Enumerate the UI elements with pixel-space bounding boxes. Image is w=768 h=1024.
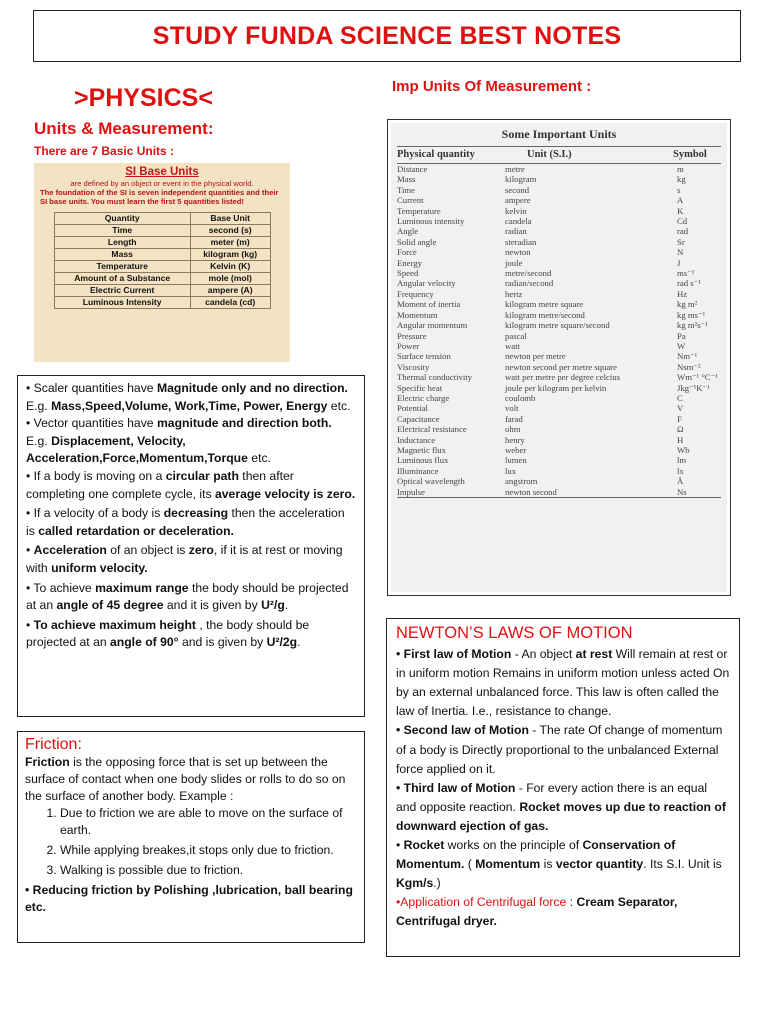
table-row (397, 372, 721, 382)
table-cell: Cd (677, 216, 688, 227)
table-cell: watt per metre per degree celcius (505, 372, 621, 383)
list-item: • Scaler quantities have Magnitude only and no direction. E.g. Mass,Speed,Volume, Work,Time, Power, Energy etc. (26, 381, 351, 413)
table-cell: Mass (397, 174, 416, 185)
table-row (397, 268, 721, 278)
table-cell: Hz (677, 288, 688, 299)
table-row (397, 403, 721, 413)
si-cell: candela (cd) (190, 297, 270, 309)
table-row (397, 393, 721, 403)
table-cell: Electric charge (397, 392, 450, 403)
table-row (397, 278, 721, 288)
table-cell: Speed (397, 268, 419, 279)
table-row (397, 258, 721, 268)
si-cell: second (s) (190, 225, 270, 237)
table-row (397, 174, 721, 184)
table-cell: Capacitance (397, 413, 440, 424)
table-row (397, 351, 721, 361)
table-cell: Pa (677, 330, 686, 341)
si-cell: Mass (54, 249, 190, 261)
table-row (397, 362, 721, 372)
table-cell: Optical wavelength (397, 476, 465, 487)
table-cell: weber (505, 444, 527, 455)
list-item: • Acceleration of an object is zero, if it is at rest or moving with uniform velocity. (26, 543, 343, 575)
table-cell: Thermal conductivity (397, 372, 473, 383)
table-cell: newton second per metre square (505, 361, 617, 372)
list-item: • Second law of Motion - The rate Of change of momentum of a body is Directly proportional to the unbalanced External force applied on it. (396, 723, 723, 776)
table-cell: pascal (505, 330, 527, 341)
table-cell: ms⁻¹ (677, 268, 695, 279)
table-cell: second (505, 184, 530, 195)
table-cell: angstrom (505, 476, 538, 487)
table-cell: Distance (397, 164, 428, 174)
table-row (397, 383, 721, 393)
table-row (397, 466, 721, 476)
table-cell: Wm⁻¹ °C⁻¹ (677, 372, 718, 383)
table-cell: Angular velocity (397, 278, 456, 289)
important-units-body (397, 164, 721, 498)
table-cell: kilogram metre/second (505, 309, 585, 320)
table-cell: kilogram metre square (505, 299, 584, 310)
table-cell: Magnetic flux (397, 444, 446, 455)
table-cell: Ns (673, 487, 721, 498)
table-row (397, 247, 721, 257)
si-cell: Amount of a Substance (54, 273, 190, 285)
table-row (397, 414, 721, 424)
table-cell: kg (677, 174, 686, 185)
table-cell: Pressure (397, 330, 427, 341)
list-item: • To achieve maximum range the body should be projected at an angle of 45 degree and it is given by U²/g. (26, 580, 349, 613)
friction-heading: Friction: (25, 736, 82, 753)
table-cell: N (677, 247, 684, 258)
table-row (397, 435, 721, 445)
table-cell: volt (505, 403, 519, 414)
table-cell: lumen (505, 455, 527, 466)
table-cell: Temperature (397, 205, 441, 216)
table-row (397, 445, 721, 455)
si-header: Quantity (54, 213, 190, 225)
scalar-vector-box (17, 375, 365, 717)
table-cell: Momentum (397, 309, 438, 320)
table-row (397, 226, 721, 236)
table-cell: m (677, 164, 684, 174)
table-cell: Time (397, 184, 416, 195)
table-cell: Moment of inertia (397, 299, 461, 310)
si-cell: Time (54, 225, 190, 237)
table-cell: W (677, 340, 686, 351)
iu-header: Unit (S.I.) (505, 147, 673, 164)
list-item: 1. Due to friction we are able to move on the surface of earth. (60, 805, 357, 839)
table-cell: Potential (397, 403, 428, 414)
table-cell: rad (677, 226, 689, 237)
si-cell: ampere (A) (190, 285, 270, 297)
table-cell: Specific heat (397, 382, 443, 393)
friction-footer: • Reducing friction by Polishing ,lubrication, ball bearing etc. (25, 883, 353, 914)
table-row (397, 310, 721, 320)
table-cell: Power (397, 340, 420, 351)
table-row (397, 195, 721, 205)
list-item: • If a body is moving on a circular path then after completing one complete cycle, its average velocity is zero. (26, 468, 356, 501)
table-cell: J (677, 257, 681, 268)
list-item: • First law of Motion - An object at rest Will remain at rest or in uniform motion Remains in uniform motion unless acted On by an external unbalanced force. This law is often called the law of Inertia. I.e., resistance to change. (396, 647, 730, 719)
list-item: •Application of Centrifugal force : Cream Separator, Centrifugal dryer. (396, 895, 678, 929)
table-cell: hertz (505, 288, 523, 299)
table-cell: V (677, 403, 684, 414)
table-cell: Inductance (397, 434, 436, 445)
newton-laws-box (386, 618, 740, 957)
physics-heading: >PHYSICS< (74, 84, 213, 112)
table-cell: joule per kilogram per kelvin (505, 382, 607, 393)
si-cell: Length (54, 237, 190, 249)
table-cell: metre (505, 164, 525, 174)
list-item: 3. Walking is possible due to friction. (60, 862, 357, 879)
table-cell: F (677, 413, 682, 424)
si-header: Base Unit (190, 213, 270, 225)
si-cell: Electric Current (54, 285, 190, 297)
si-intro: are defined by an object or event in the physical world. (70, 179, 254, 188)
table-cell: candela (505, 216, 532, 227)
table-cell: metre/second (505, 268, 552, 279)
units-heading: Units & Measurement: (34, 119, 214, 138)
table-cell: Illuminance (397, 465, 439, 476)
table-row (397, 164, 721, 175)
table-cell: newton (505, 247, 531, 258)
table-cell: kg m² (677, 299, 698, 310)
si-cell: mole (mol) (190, 273, 270, 285)
list-item: • Vector quantities have magnitude and direction both. E.g. Displacement, Velocity, Acceleration,Force,Momentum,Torque etc. (26, 416, 332, 466)
table-cell: Sr (677, 236, 685, 247)
si-cell: meter (m) (190, 237, 270, 249)
table-cell: Impulse (397, 487, 505, 498)
table-cell: Nsm⁻² (677, 361, 701, 372)
table-cell: Ω (677, 424, 684, 435)
important-units-table (397, 146, 721, 498)
si-cell: kilogram (kg) (190, 249, 270, 261)
table-cell: Surface tension (397, 351, 451, 362)
table-cell: kg ms⁻¹ (677, 309, 706, 320)
basic-units-note: There are 7 Basic Units : (34, 144, 175, 158)
table-cell: s (677, 184, 681, 195)
list-item: • To achieve maximum height , the body should be projected at an angle of 90° and is given by U²/2g. (26, 617, 310, 650)
table-row (397, 299, 721, 309)
table-cell: H (677, 434, 684, 445)
table-cell: steradian (505, 236, 537, 247)
iu-header: Symbol (673, 147, 721, 164)
page-title: STUDY FUNDA SCIENCE BEST NOTES (152, 21, 622, 50)
table-cell: coulomb (505, 392, 536, 403)
table-row (397, 216, 721, 226)
table-cell: henry (505, 434, 525, 445)
important-units-image (387, 119, 731, 596)
table-row (397, 341, 721, 351)
table-row (397, 476, 721, 486)
table-cell: kilogram (505, 174, 537, 185)
table-row (397, 289, 721, 299)
table-cell: kilogram metre square/second (505, 320, 610, 331)
table-cell: Energy (397, 257, 422, 268)
table-cell: Current (397, 195, 424, 206)
table-cell: ampere (505, 195, 531, 206)
table-cell: Angular momentum (397, 320, 468, 331)
table-cell: C (677, 392, 683, 403)
newton-heading: NEWTON’S LAWS OF MOTION (396, 624, 633, 642)
table-cell: Solid angle (397, 236, 437, 247)
table-row (397, 237, 721, 247)
table-cell: watt (505, 340, 520, 351)
table-cell: Electrical resistance (397, 424, 467, 435)
table-cell: lx (677, 465, 684, 476)
list-item: 2. While applying breakes,it stops only due to friction. (60, 842, 357, 859)
table-row (397, 424, 721, 434)
table-cell: A (677, 195, 684, 206)
si-title: SI Base Units (125, 166, 199, 178)
table-cell: Luminous flux (397, 455, 449, 466)
si-cell: Temperature (54, 261, 190, 273)
table-cell: Force (397, 247, 417, 258)
friction-list (25, 805, 357, 879)
iu-header: Physical quantity (397, 147, 505, 164)
table-cell: ohm (505, 424, 521, 435)
table-cell: Jkg⁻¹K⁻¹ (677, 382, 710, 393)
table-row (397, 455, 721, 465)
list-item: • Rocket works on the principle of Conservation of Momentum. ( Momentum is vector quantity. Its S.I. Unit is Kgm/s.) (396, 838, 722, 891)
table-row (397, 331, 721, 341)
table-cell: Frequency (397, 288, 434, 299)
table-cell: newton per metre (505, 351, 566, 362)
table-row (397, 185, 721, 195)
table-cell: Viscosity (397, 361, 430, 372)
table-cell: joule (505, 257, 523, 268)
friction-box (17, 731, 365, 943)
table-cell: radian (505, 226, 527, 237)
si-table (54, 212, 271, 309)
table-cell: Nm⁻¹ (677, 351, 698, 362)
important-units-title: Some Important Units (501, 127, 617, 141)
table-row (397, 206, 721, 216)
table-cell: farad (505, 413, 523, 424)
imp-units-heading: Imp Units Of Measurement : (392, 78, 592, 95)
table-cell: Wb (677, 444, 690, 455)
si-base-units-image (34, 163, 290, 362)
table-cell: newton second (505, 487, 673, 498)
table-cell: kg m²s⁻¹ (677, 320, 708, 331)
si-intro-2: The foundation of the SI is seven independent quantities and their SI base units. You must learn the first 5 quantities listed! (40, 188, 279, 206)
table-cell: K (677, 205, 684, 216)
table-row (397, 320, 721, 330)
si-cell: Kelvin (K) (190, 261, 270, 273)
table-cell: lm (677, 455, 687, 466)
list-item: • If a velocity of a body is decreasing then the acceleration is called retardation or deceleration. (26, 506, 345, 538)
list-item: • Third law of Motion - For every action there is an equal and opposite reaction. Rocket moves up due to reaction of downward ejection of gas. (396, 780, 726, 833)
friction-intro: Friction is the opposing force that is set up between the surface of contact when one body slides or rolls to do so on the surface of another body. Example : (25, 755, 346, 803)
si-cell: Luminous Intensity (54, 297, 190, 309)
table-cell: Angle (397, 226, 419, 237)
table-cell: rad s⁻¹ (677, 278, 701, 289)
table-cell: kelvin (505, 205, 527, 216)
table-cell: Å (677, 476, 684, 487)
table-cell: lux (505, 465, 517, 476)
title-box (33, 10, 741, 62)
table-row (397, 487, 721, 498)
table-cell: radian/second (505, 278, 554, 289)
table-cell: Luminous intensity (397, 216, 465, 227)
